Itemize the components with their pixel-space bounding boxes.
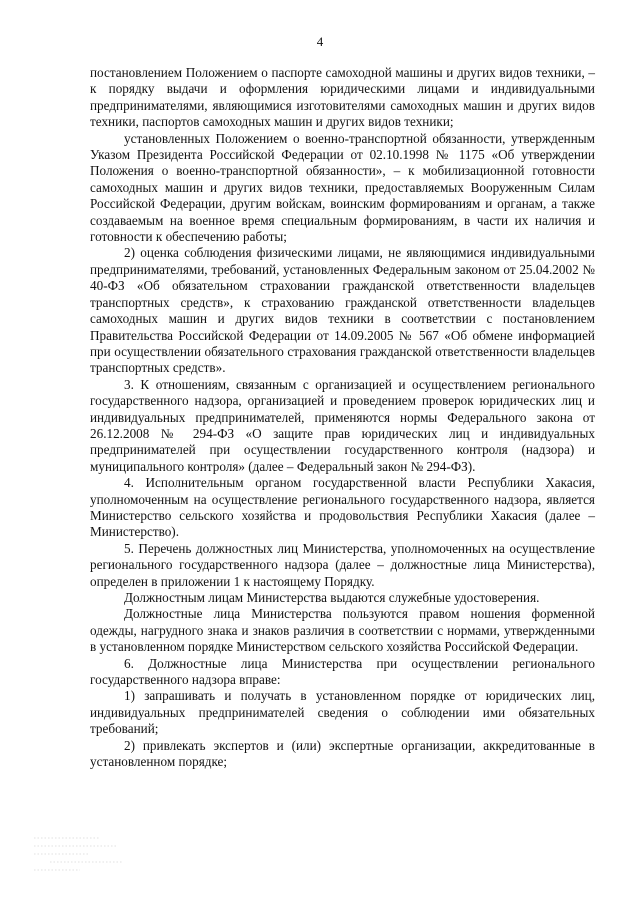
paragraph: постановлением Положением о паспорте самоходной машины и других видов техники, – к порядку выдачи и оформления юридическими лицами и индивидуальными предпринимателями, являющимися изготовителями самоходных машин и других видов техники, паспортов самоходных машин и других видов техники; <box>90 65 595 130</box>
paragraph: 1) запрашивать и получать в установленном порядке от юридических лиц, индивидуальных предпринимателей сведения о соблюдении ими обязательных требований; <box>90 688 595 737</box>
paragraph: 2) оценка соблюдения физическими лицами, не являющимися индивидуальными предпринимателями, требований, установленных Федеральным законом от 25.04.2002 № 40-ФЗ «Об обязательном страховании гражданской ответственности владельцев транспортных средств», к страхованию гражданской ответственности владельцев самоходных машин и других видов техники в соответствии с постановлением Правительства Российской Федерации от 14.09.2005 № 567 «Об обмене информацией при осуществлении обязательного страхования гражданской ответственности владельцев транспортных средств». <box>90 245 595 376</box>
document-body <box>90 65 595 770</box>
paragraph: Должностные лица Министерства пользуются правом ношения форменной одежды, нагрудного знака и знаков различия в соответствии с нормами, утвержденными в установленном порядке Министерством сельского хозяйства Российской Федерации. <box>90 606 595 655</box>
paragraph: 5. Перечень должностных лиц Министерства, уполномоченных на осуществление регионального государственного надзора (далее – должностные лица Министерства), определен в приложении 1 к настоящему Порядку. <box>90 540 595 589</box>
paragraph: 4. Исполнительным органом государственной власти Республики Хакасия, уполномоченным на осуществление регионального государственного надзора, является Министерство сельского хозяйства и продовольствия Республики Хакасия (далее – Министерство). <box>90 475 595 540</box>
paragraph: Должностным лицам Министерства выдаются служебные удостоверения. <box>124 590 540 605</box>
page-number: 4 <box>316 34 324 49</box>
paragraph: 2) привлекать экспертов и (или) экспертные организации, аккредитованные в установленном порядке; <box>90 737 595 770</box>
paragraph: установленных Положением о военно-транспортной обязанности, утвержденным Указом Президента Российской Федерации от 02.10.1998 № 1175 «Об утверждении Положения о военно-транспортной обязанности», – к мобилизационной готовности самоходных машин и других видов техники, предоставляемых Вооруженным Силам Российской Федерации, другим войскам, воинским формированиям и органам, а также создаваемым на военное время специальным формированиям, в части их наличия и готовности к обеспечению работы; <box>90 130 595 245</box>
paragraph: 6. Должностные лица Министерства при осуществлении регионального государственного надзора вправе: <box>90 655 595 688</box>
faint-stamp-mark <box>30 832 130 874</box>
paragraph: 3. К отношениям, связанным с организацией и осуществлением регионального государственного надзора, организацией и проведением проверок юридических лиц и индивидуальных предпринимателей, применяются нормы Федерального закона от 26.12.2008 № 294-ФЗ «О защите прав юридических лиц и индивидуальных предпринимателей при осуществлении государственного контроля (надзора) и муниципального контроля» (далее – Федеральный закон № 294-ФЗ). <box>90 376 595 474</box>
